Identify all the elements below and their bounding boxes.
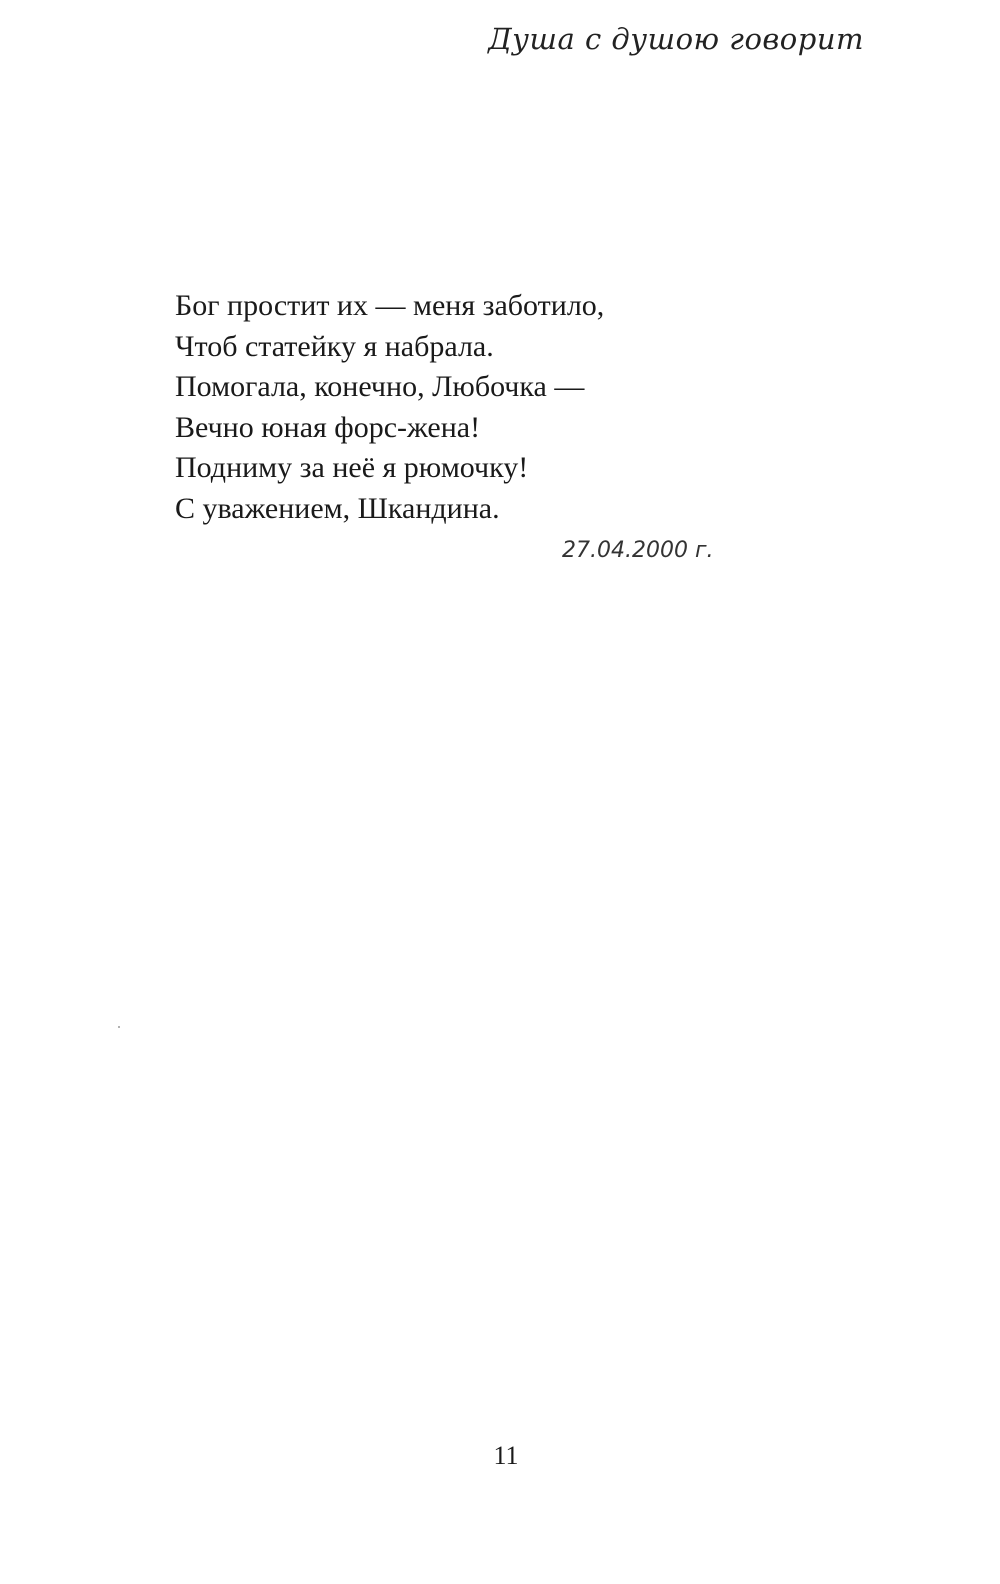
poem-line: Бог простит их — меня заботило,	[175, 289, 605, 322]
scan-speck	[118, 1026, 120, 1028]
poem	[175, 286, 795, 529]
running-header: Душа с душою говорит	[488, 22, 864, 56]
poem-line: Чтоб статейку я набрала.	[175, 329, 494, 363]
poem-line: Помогала, конечно, Любочка —	[175, 370, 585, 403]
poem-line: Вечно юная форс-жена!	[175, 410, 481, 444]
poem-date: 27.04.2000 г.	[562, 538, 714, 563]
poem-line: С уважением, Шкандина.	[175, 491, 500, 525]
poem-line: Подниму за неё я рюмочку!	[175, 451, 529, 484]
page-number: 11	[493, 1441, 519, 1470]
